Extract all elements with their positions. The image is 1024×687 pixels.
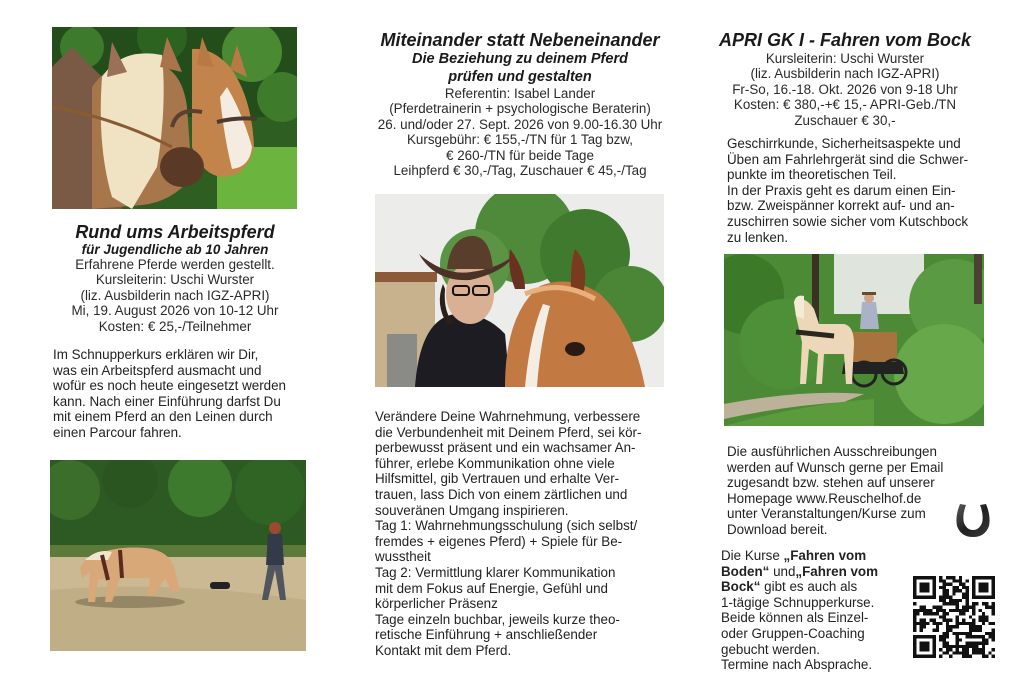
body-line: trauen, lass Dich von einem zärtlichen und [375,486,628,502]
info-line: € 260-/TN für beide Tage [446,147,594,163]
body-line: Geschirrkunde, Sicherheitsaspekte und [727,136,961,151]
body-line: oder Gruppen-Coaching [721,625,865,641]
info-line: Referentin: Isabel Lander [444,86,596,101]
body-line: werden auf Wunsch gerne per Email [727,459,944,475]
info-line: (liz. Ausbilderin nach IGZ-APRI) [80,287,270,303]
body-line: Tage einzeln buchbar, jeweils kurze theo- [375,611,620,627]
course-description-middle [375,409,675,659]
body-line: souveränen Umgang inspirieren. [375,502,569,518]
course-name-bock-end: Bock“ [721,579,761,595]
body-line: was ein Arbeitspferd ausmacht und [53,362,262,378]
course-name-boden: „Fahren vom [783,548,867,563]
qr-code[interactable] [913,576,995,658]
body-line: punkte im theoretischen Teil. [727,167,897,183]
subtitle-line: Die Beziehung zu deinem Pferd [412,51,628,67]
body-line: Im Schnupperkurs erklären wir Dir, [53,347,259,362]
horseshoe-icon [953,500,993,540]
info-line: (Pferdetrainerin + psychologische Beraterin) [389,101,651,117]
course-name-boden-end: Boden“ [721,563,770,579]
courses-line-2 [721,564,906,580]
photo-horse-long-lining [50,460,306,651]
body-line: zuschirren sowie sicher vom Kutschbock [727,213,969,229]
course-description-left [53,347,313,441]
courses-line-3 [721,579,906,595]
course-name-bock: „Fahren vom [795,563,879,579]
body-line: führer, erlebe Kommunikation ohne viele [375,455,615,471]
info-line: Kosten: € 25,-/Teilnehmer [98,318,252,334]
course-info-left [40,257,310,334]
course-title-arbeitspferd: Rund ums Arbeitspferd [75,222,275,242]
body-line: wusstheit [375,549,431,565]
photo-two-draft-horses [52,27,297,209]
body-line: kann. Nach einer Einführung darfst Du [53,393,281,409]
body-line: mit dem Fokus auf Energie, Gefühl und [375,580,608,596]
courses-note [721,548,906,673]
info-line: Mi, 19. August 2026 von 10-12 Uhr [71,303,279,319]
course-info-middle [355,86,685,178]
body-line: körperlicher Präsenz [375,596,498,612]
body-line: Beide können als Einzel- [721,610,869,626]
photo-woman-with-horse [375,194,664,387]
body-line: Download bereit. [727,521,828,537]
body-line: gebucht werden. [721,641,821,657]
info-line: Leihpferd € 30,-/Tag, Zuschauer € 45,-/Tag [393,163,647,179]
body-line: unter Veranstaltungen/Kurse zum [727,506,926,522]
body-line: Verändere Deine Wahrnehmung, verbessere [375,409,641,424]
info-line: Kursgebühr: € 155,-/TN für 1 Tag bzw, [406,132,634,148]
body-line: Termine nach Absprache. [721,657,873,673]
body-line: Kontakt mit dem Pferd. [375,642,512,658]
body-line: retische Einführung + anschließender [375,627,598,643]
body-line: Die ausführlichen Ausschreibungen [727,444,937,459]
body-line: mit einem Pferd an den Leinen durch [53,409,273,425]
body-line: wofür es noch heute eingesetzt werden [53,378,286,394]
info-line: Kosten: € 380,-+€ 15,- APRI-Geb./TN [733,97,957,113]
text: und [769,563,796,579]
course-description-right [727,136,997,245]
info-line: Fr-So, 16.-18. Okt. 2026 von 9-18 Uhr [732,81,958,97]
body-line: Tag 1: Wahrnehmungsschulung (sich selbst/ [375,518,638,534]
body-line: Hilfsmittel, gib Vertrauen und erhalte Ver- [375,471,620,487]
info-line: (liz. Ausbilderin nach IGZ-APRI) [750,66,940,82]
info-line: Kursleiterin: Uschi Wurster [95,272,255,288]
course-info-right [700,51,990,128]
body-line: In der Praxis geht es darum einen Ein- [727,182,956,198]
body-line: einen Parcour fahren. [53,424,182,440]
info-line: Erfahrene Pferde werden gestellt. [75,257,275,272]
course-title-apri: APRI GK I - Fahren vom Bock [718,30,972,50]
courses-line-1 [721,548,906,564]
body-line: perbewusst präsent und ein wachsamer An- [375,440,636,456]
info-line: 26. und/oder 27. Sept. 2026 von 9.00-16.30 Uhr [377,116,663,132]
body-line: bzw. Zweispänner korrekt auf- und an- [727,198,955,214]
body-line: Üben am Fahrlehrgerät sind die Schwer- [727,151,969,167]
subtitle-line: prüfen und gestalten [448,69,592,85]
course-subtitle [355,50,685,86]
course-title-miteinander: Miteinander statt Nebeneinander [380,30,660,50]
photo-horse-carriage [724,254,984,426]
text: Die Kurse [721,548,784,563]
text: gibt es auch als [760,579,858,595]
body-line: fremdes + eigenes Pferd) + Spiele für Be- [375,533,623,549]
body-line: Homepage www.Reuschelhof.de [727,490,922,506]
body-line: zu lenken. [727,229,789,245]
info-line: Kursleiterin: Uschi Wurster [765,51,925,66]
body-line: Tag 2: Vermittlung klarer Kommunikation [375,564,616,580]
body-line: die Verbundenheit mit Deinem Pferd, sei kör- [375,424,642,440]
body-line: zugesandt bzw. stehen auf unserer [727,475,935,491]
info-line: Zuschauer € 30,- [794,112,896,128]
body-line: 1-tägige Schnupperkurse. [721,594,875,610]
course-subtitle: für Jugendliche ab 10 Jahren [81,242,269,257]
